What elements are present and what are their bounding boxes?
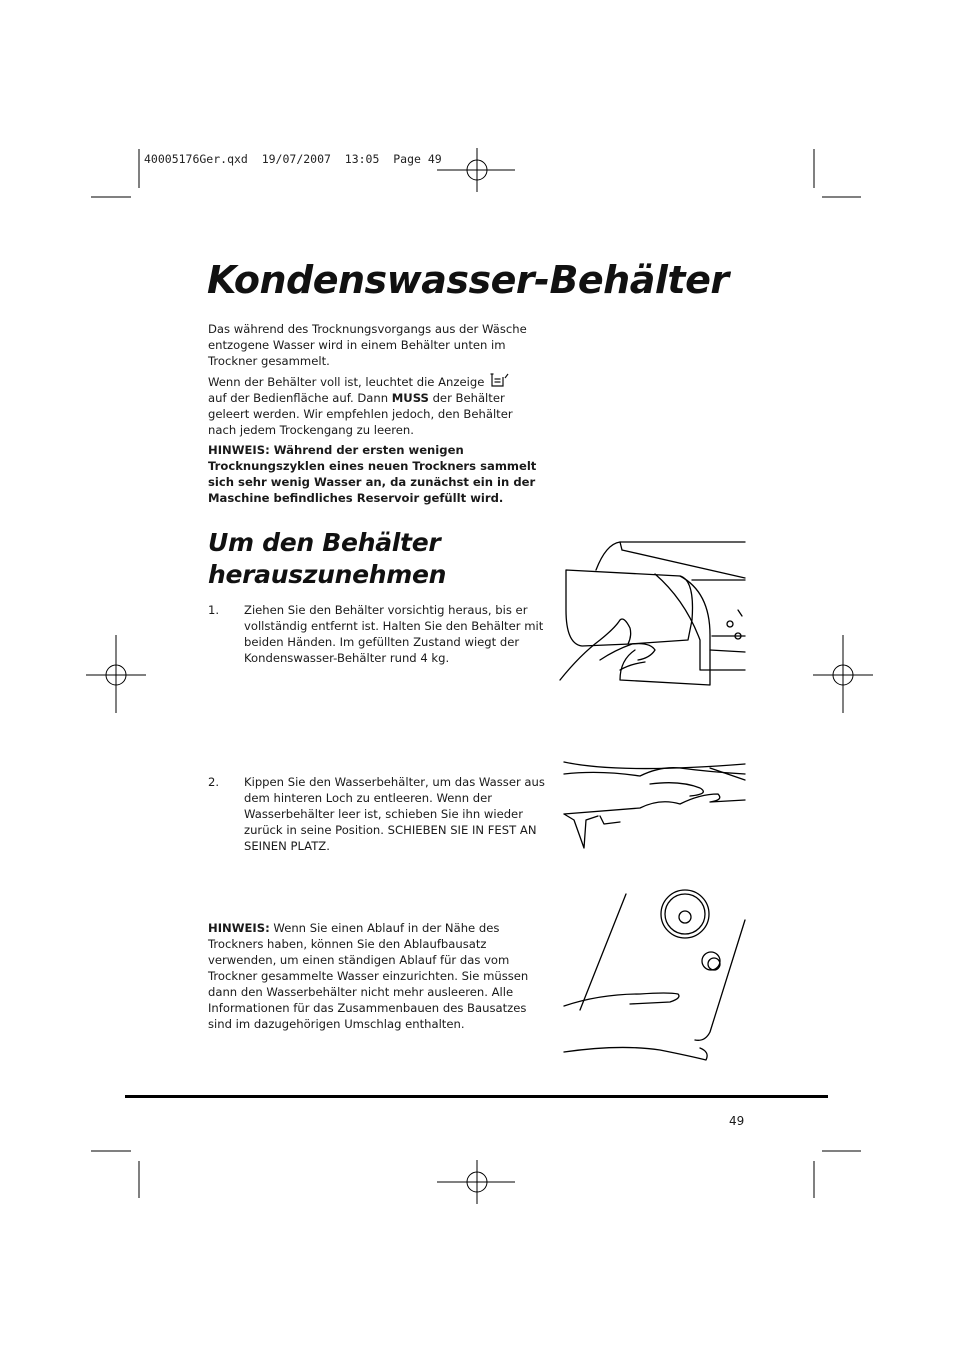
hint-text: Wenn Sie einen Ablauf in der Nähe des Trockners haben, können Sie den Ablaufbausatz verwenden, um einen ständigen Ablauf für das vom Trockner gesammelte Wasser einzurichten. Sie müssen dann den Wasserbehälter nicht mehr ausleeren. Alle Informationen für das Zusammenbauen des Bausatzes sind im dazugehörigen Umschlag enthalten.: [208, 921, 529, 1031]
water-container-indicator-icon: [490, 373, 510, 389]
step-1-number: 1.: [208, 603, 220, 617]
step-1-text: Ziehen Sie den Behälter vorsichtig heraus, bis er vollständig entfernt ist. Halten Sie den Behälter mit beiden Händen. Im gefüllten Zustand wiegt der Kondenswasser-Behälter rund 4 kg.: [244, 603, 544, 665]
registration-mark-top: [437, 140, 517, 200]
hint-paragraph: [208, 920, 538, 1032]
intro-paragraph-1: Das während des Trocknungsvorgangs aus der Wäsche entzogene Wasser wird in einem Behälter unten im Trockner gesammelt.: [208, 322, 527, 368]
intro-p2-before: Wenn der Behälter voll ist, leuchtet die Anzeige: [208, 375, 485, 389]
illustration-pull-container: [560, 540, 750, 690]
print-slug: 40005176Ger.qxd 19/07/2007 13:05 Page 49: [144, 152, 442, 166]
intro-paragraph-2: [208, 373, 540, 438]
page-number: 49: [729, 1114, 745, 1128]
section-subtitle-line-1: Um den Behälter: [208, 528, 441, 557]
registration-mark-right: [813, 635, 873, 715]
page-title: Kondenswasser-Behälter: [207, 258, 729, 302]
registration-mark-bottom: [437, 1152, 517, 1212]
illustration-drain-container: [560, 890, 750, 1070]
section-subtitle-line-2: herauszunehmen: [208, 560, 447, 589]
step-2-number: 2.: [208, 775, 220, 789]
intro-p2-end: der Behälter geleert werden. Wir empfehlen jedoch, den Behälter nach jedem Trockengang zu leeren.: [208, 391, 513, 437]
intro-note: HINWEIS: Während der ersten wenigen Trocknungszyklen eines neuen Trockners sammelt sich sehr wenig Wasser an, da zunächst ein in der Maschine befindliches Reservoir gefüllt wird.: [208, 443, 537, 505]
registration-mark-left: [86, 635, 146, 715]
step-2-text: Kippen Sie den Wasserbehälter, um das Wasser aus dem hinteren Loch zu entleeren. Wenn der Wasserbehälter leer ist, schieben Sie ihn wieder zurück in seine Position. SCHIEBEN SIE IN FEST AN SEINEN PLATZ.: [244, 775, 545, 853]
hint-label: HINWEIS:: [208, 921, 270, 935]
intro-p2-after: auf der Bedienfläche auf. Dann: [208, 391, 389, 405]
section-subtitle: [208, 527, 446, 591]
footer-rule: [125, 1095, 828, 1098]
intro-p2-bold: MUSS: [391, 391, 429, 405]
illustration-tip-container: [560, 758, 750, 853]
